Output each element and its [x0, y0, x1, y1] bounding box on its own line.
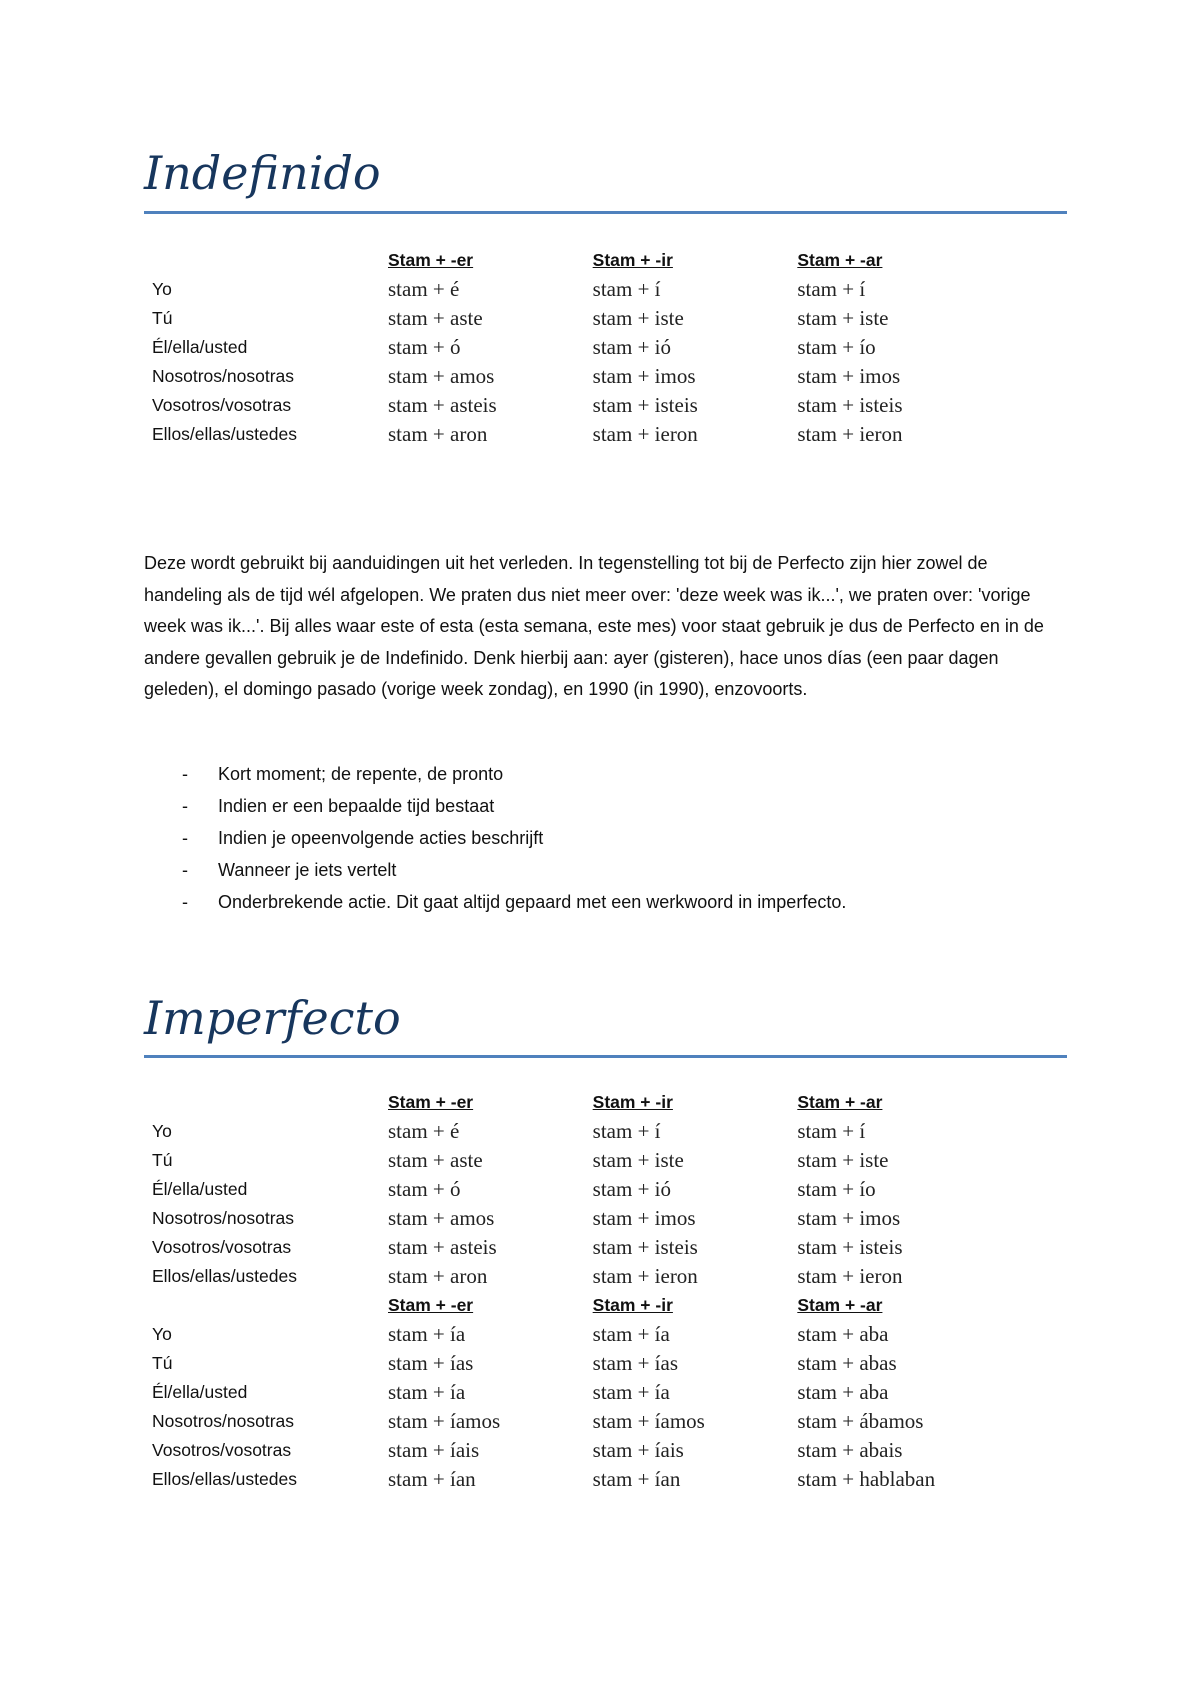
person-label: Vosotros/vosotras [152, 395, 292, 415]
conjugation-cell: stam + abais [797, 1438, 903, 1462]
column-header: Stam + -ir [592, 1092, 673, 1112]
person-label: Tú [152, 1353, 173, 1373]
person-label: Nosotros/nosotras [152, 1411, 295, 1431]
person-label: Nosotros/nosotras [152, 366, 295, 386]
conjugation-cell: stam + ieron [592, 422, 698, 446]
table-row [152, 362, 1002, 391]
table-row [152, 1262, 1002, 1291]
conjugation-cell: stam + imos [592, 1206, 696, 1230]
conjugation-cell: stam + ía [592, 1380, 670, 1404]
person-label: Él/ella/usted [152, 1382, 248, 1402]
column-header: Stam + -ar [797, 1295, 883, 1315]
table-row [152, 304, 1002, 333]
conjugation-cell: stam + imos [592, 364, 696, 388]
conjugation-cell: stam + ía [388, 1322, 466, 1346]
person-label: Tú [152, 308, 173, 328]
table-row [152, 1233, 1002, 1262]
conjugation-cell: stam + ío [797, 335, 876, 359]
conjugation-cell: stam + aron [388, 422, 488, 446]
conjugation-cell: stam + asteis [388, 1235, 497, 1259]
conjugation-cell: stam + amos [388, 364, 495, 388]
list-item: - Kort moment; de repente, de pronto [144, 758, 846, 790]
explanation-paragraph: Deze wordt gebruikt bij aanduidingen uit het verleden. In tegenstelling tot bij de Perfecto zijn hier zowel de handeling als de tijd wél afgelopen. We praten dus niet meer over: 'deze week was ik...', we praten over: 'vorige week was ik...'. Bij alles waar este of esta (esta semana, este mes) voor staat gebruik je dus de Perfecto en in de andere gevallen gebruik je de Indefinido. Denk hierbij aan: ayer (gisteren), hace unos días (een paar dagen geleden), el domingo pasado (vorige week zondag), en 1990 (in 1990), enzovoorts. [144, 553, 1044, 699]
conjugation-cell: stam + ía [388, 1380, 466, 1404]
table-row [152, 1407, 1002, 1436]
table-row [152, 1117, 1002, 1146]
title-underline [144, 1055, 1067, 1058]
table-row [152, 1378, 1002, 1407]
conjugation-cell: stam + ó [388, 335, 461, 359]
conjugation-cell: stam + aba [797, 1380, 889, 1404]
conjugation-cell: stam + é [388, 1119, 460, 1143]
conjugation-cell: stam + í [797, 277, 866, 301]
table-row [152, 1204, 1002, 1233]
person-label: Ellos/ellas/ustedes [152, 1266, 297, 1286]
conjugation-cell: stam + é [388, 277, 460, 301]
table-row [152, 1146, 1002, 1175]
person-label: Vosotros/vosotras [152, 1237, 292, 1257]
table-row [152, 1175, 1002, 1204]
conjugation-cell: stam + íais [388, 1438, 480, 1462]
conjugation-cell: stam + í [592, 277, 661, 301]
conjugation-cell: stam + ieron [797, 422, 903, 446]
conjugation-cell: stam + ían [388, 1467, 476, 1491]
conjugation-cell: stam + ió [592, 1177, 671, 1201]
conjugation-cell: stam + ieron [797, 1264, 903, 1288]
table-header-row [152, 246, 1002, 275]
person-label: Tú [152, 1150, 173, 1170]
conjugation-cell: stam + í [592, 1119, 661, 1143]
person-label: Ellos/ellas/ustedes [152, 1469, 297, 1489]
person-label: Yo [152, 1121, 172, 1141]
section-title-indefinido: Indefinido [144, 146, 381, 200]
conjugation-cell: stam + iste [797, 306, 889, 330]
conjugation-cell: stam + ió [592, 335, 671, 359]
conjugation-cell: stam + imos [797, 1206, 901, 1230]
table-row [152, 1436, 1002, 1465]
table-row [152, 1349, 1002, 1378]
conjugation-cell: stam + amos [388, 1206, 495, 1230]
person-label: Nosotros/nosotras [152, 1208, 295, 1228]
conjugation-cell: stam + ías [592, 1351, 678, 1375]
column-header: Stam + -ar [797, 250, 883, 270]
conjugation-cell: stam + isteis [592, 1235, 698, 1259]
table-row [152, 1465, 1002, 1494]
bullet-marker: - [182, 796, 188, 816]
indefinido-conjugation-table [152, 246, 1002, 449]
section-title-imperfecto: Imperfecto [144, 991, 401, 1045]
conjugation-cell: stam + ó [388, 1177, 461, 1201]
table-row [152, 275, 1002, 304]
person-label: Él/ella/usted [152, 337, 248, 357]
conjugation-cell: stam + abas [797, 1351, 897, 1375]
conjugation-cell: stam + isteis [592, 393, 698, 417]
bullet-marker: - [182, 860, 188, 880]
conjugation-cell: stam + í [797, 1119, 866, 1143]
conjugation-cell: stam + íamos [388, 1409, 501, 1433]
person-label: Ellos/ellas/ustedes [152, 424, 297, 444]
person-label: Él/ella/usted [152, 1179, 248, 1199]
bullet-marker: - [182, 764, 188, 784]
column-header: Stam + -er [388, 1295, 474, 1315]
conjugation-cell: stam + ían [592, 1467, 681, 1491]
conjugation-cell: stam + ía [592, 1322, 670, 1346]
conjugation-cell: stam + aste [388, 306, 483, 330]
conjugation-cell: stam + ábamos [797, 1409, 924, 1433]
conjugation-cell: stam + imos [797, 364, 901, 388]
conjugation-cell: stam + ías [388, 1351, 474, 1375]
column-header: Stam + -ir [592, 1295, 673, 1315]
table-row [152, 391, 1002, 420]
list-item: - Onderbrekende actie. Dit gaat altijd gepaard met een werkwoord in imperfecto. [144, 886, 846, 918]
conjugation-cell: stam + aste [388, 1148, 483, 1172]
conjugation-cell: stam + isteis [797, 393, 903, 417]
title-underline [144, 211, 1067, 214]
person-label: Yo [152, 1324, 172, 1344]
bullet-marker: - [182, 828, 188, 848]
list-item: - Wanneer je iets vertelt [144, 854, 846, 886]
list-item: - Indien er een bepaalde tijd bestaat [144, 790, 846, 822]
conjugation-cell: stam + isteis [797, 1235, 903, 1259]
conjugation-cell: stam + asteis [388, 393, 497, 417]
table-row [152, 420, 1002, 449]
table-header-row [152, 1291, 1002, 1320]
conjugation-cell: stam + aba [797, 1322, 889, 1346]
table-header-row [152, 1088, 1002, 1117]
conjugation-cell: stam + iste [592, 1148, 684, 1172]
usage-list [144, 758, 846, 918]
list-item: - Indien je opeenvolgende acties beschrijft [144, 822, 846, 854]
person-label: Yo [152, 279, 172, 299]
conjugation-cell: stam + iste [797, 1148, 889, 1172]
bullet-marker: - [182, 892, 188, 912]
table-row [152, 1320, 1002, 1349]
conjugation-cell: stam + aron [388, 1264, 488, 1288]
table-row [152, 333, 1002, 362]
conjugation-cell: stam + íais [592, 1438, 684, 1462]
conjugation-cell: stam + hablaban [797, 1467, 936, 1491]
conjugation-cell: stam + iste [592, 306, 684, 330]
column-header: Stam + -ir [592, 250, 673, 270]
conjugation-cell: stam + ieron [592, 1264, 698, 1288]
conjugation-cell: stam + íamos [592, 1409, 705, 1433]
conjugation-cell: stam + ío [797, 1177, 876, 1201]
person-label: Vosotros/vosotras [152, 1440, 292, 1460]
column-header: Stam + -er [388, 1092, 474, 1112]
column-header: Stam + -ar [797, 1092, 883, 1112]
column-header: Stam + -er [388, 250, 474, 270]
imperfecto-conjugation-table [152, 1088, 1002, 1494]
